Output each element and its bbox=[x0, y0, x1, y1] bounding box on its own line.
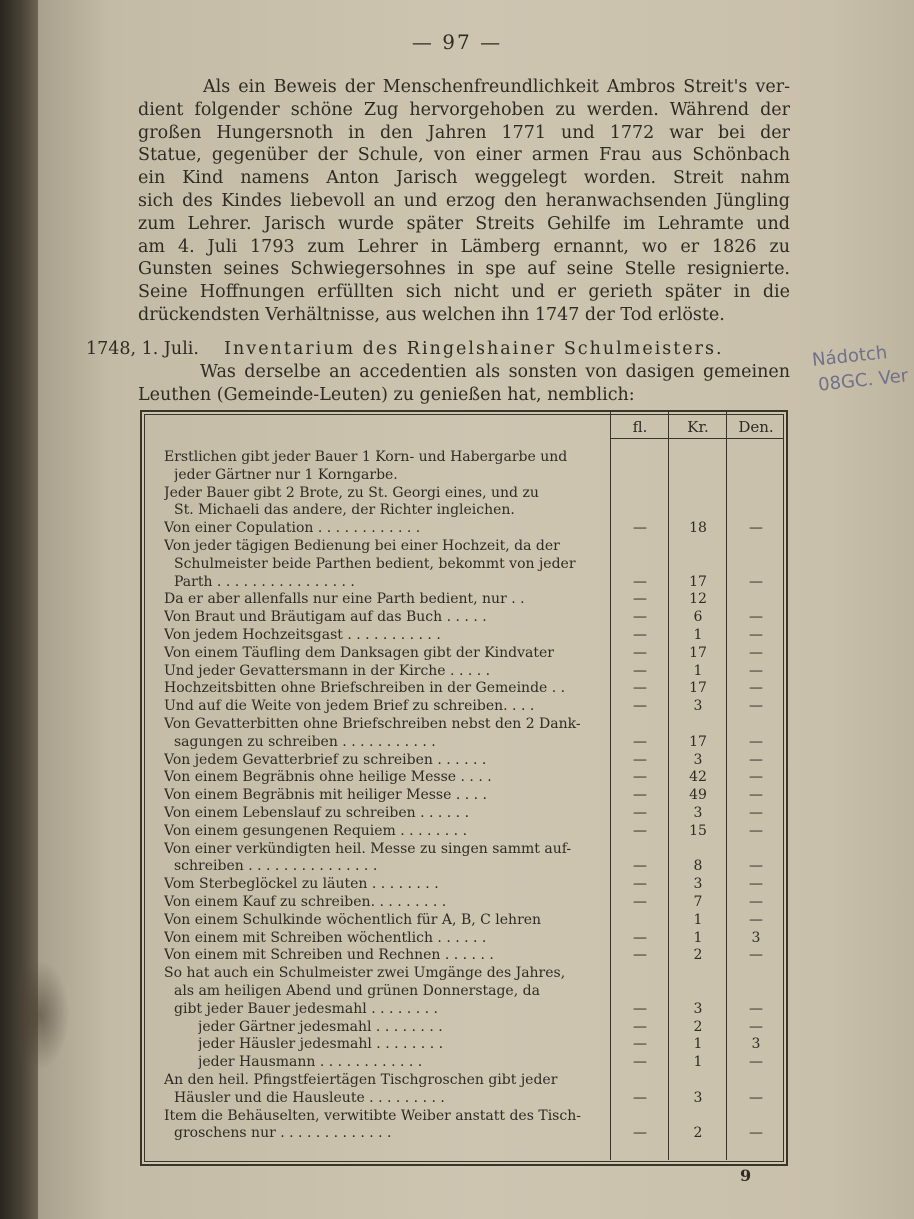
cell-kr: 1 bbox=[693, 1054, 703, 1071]
row-description: An den heil. Pfingstfeiertägen Tischgroschen gibt jeder bbox=[164, 1072, 558, 1088]
row-description: gibt jeder Bauer jedesmahl . . . . . . . . bbox=[174, 1000, 438, 1017]
row-description: Von einem Schulkinde wöchentlich für A, B, C lehren bbox=[164, 911, 542, 928]
cell-kr: 15 bbox=[689, 822, 707, 839]
table-row bbox=[0, 768, 914, 786]
row-description: Von einer Copulation . . . . . . . . . . . . bbox=[164, 520, 421, 537]
cell-kr: 2 bbox=[693, 1125, 703, 1142]
row-description: Von Gevatterbitten ohne Briefschreiben nebst den 2 Dank- bbox=[164, 716, 581, 732]
row-description: Und auf die Weite von jedem Brief zu schreiben. . . . bbox=[164, 698, 535, 715]
cell-fl: — bbox=[633, 698, 647, 715]
cell-fl: — bbox=[633, 520, 647, 537]
row-description: Von einem mit Schreiben und Rechnen . . . . . . bbox=[164, 947, 494, 964]
column-header-kr: Kr. bbox=[687, 418, 709, 436]
cell-kr: 3 bbox=[693, 751, 703, 768]
table-row bbox=[0, 1071, 914, 1089]
cell-kr: 2 bbox=[693, 947, 703, 964]
entry-date: 1748, 1. Juli. bbox=[86, 339, 199, 359]
cell-den: — bbox=[749, 662, 763, 679]
table-row bbox=[0, 697, 914, 715]
row-description: Von einem Begräbnis mit heiliger Messe . . . . bbox=[164, 787, 488, 804]
paragraph-line: Seine Hoffnungen erfüllten sich nicht und er gerieth später in die bbox=[138, 282, 790, 303]
table-row bbox=[0, 804, 914, 822]
cell-fl: — bbox=[633, 769, 647, 786]
table-row bbox=[0, 911, 914, 929]
cell-den: — bbox=[749, 520, 763, 537]
table-row bbox=[0, 733, 914, 751]
pencil-margin-note: 08GC. Ver bbox=[817, 365, 910, 396]
cell-den: — bbox=[749, 1125, 763, 1142]
cell-fl: — bbox=[633, 662, 647, 679]
cell-den: — bbox=[749, 769, 763, 786]
page-number: — 97 — bbox=[411, 30, 503, 54]
cell-den: — bbox=[749, 573, 763, 590]
paragraph-line: Gunsten seines Schwiegersohnes in spe auf seine Stelle resignierte. bbox=[138, 259, 790, 280]
cell-kr: 17 bbox=[689, 733, 707, 750]
cell-fl: — bbox=[633, 1125, 647, 1142]
table-row bbox=[0, 608, 914, 626]
paragraph-line: dient folgender schöne Zug hervorgehoben zu werden. Während der bbox=[138, 99, 790, 120]
table-row bbox=[0, 929, 914, 947]
table-row bbox=[0, 466, 914, 484]
cell-kr: 49 bbox=[689, 787, 707, 804]
cell-kr: 17 bbox=[689, 573, 707, 590]
table-row bbox=[0, 590, 914, 608]
row-description: Häusler und die Hausleute . . . . . . . . . bbox=[174, 1089, 445, 1106]
table-row bbox=[0, 964, 914, 982]
cell-fl: — bbox=[633, 627, 647, 643]
row-description: jeder Häusler jedesmahl . . . . . . . . bbox=[198, 1036, 444, 1053]
cell-fl: — bbox=[633, 733, 647, 750]
table-row bbox=[0, 537, 914, 555]
cell-kr: 12 bbox=[689, 591, 707, 608]
cell-den: — bbox=[749, 1054, 763, 1071]
cell-fl: — bbox=[633, 1089, 647, 1106]
entry-line-3: Leuthen (Gemeinde-Leuten) zu genießen hat, nemblich: bbox=[138, 385, 635, 405]
cell-fl: — bbox=[633, 894, 647, 910]
table-row bbox=[0, 857, 914, 875]
table-row bbox=[0, 555, 914, 573]
main-paragraph bbox=[138, 76, 790, 327]
row-description: schreiben . . . . . . . . . . . . . . . bbox=[174, 858, 378, 875]
cell-fl: — bbox=[633, 929, 647, 946]
cell-fl: — bbox=[633, 805, 647, 821]
cell-fl: — bbox=[633, 858, 647, 875]
cell-kr: 17 bbox=[689, 680, 707, 697]
paragraph-line: drückendsten Verhältnisse, aus welchen ihn 1747 der Tod erlöste. bbox=[138, 304, 725, 325]
table-row bbox=[0, 1053, 914, 1071]
cell-kr: 3 bbox=[693, 805, 703, 821]
row-description: So hat auch ein Schulmeister zwei Umgänge des Jahres, bbox=[164, 965, 566, 982]
table-row bbox=[0, 1018, 914, 1036]
row-description: Von jedem Gevatterbrief zu schreiben . . . . . . bbox=[164, 751, 487, 768]
signature-mark: 9 bbox=[740, 1166, 752, 1185]
table-row bbox=[0, 893, 914, 911]
row-description: Vom Sterbeglöckel zu läuten . . . . . . . . bbox=[164, 876, 439, 893]
cell-den: — bbox=[749, 751, 763, 768]
cell-kr: 3 bbox=[693, 698, 703, 715]
cell-kr: 1 bbox=[693, 929, 703, 946]
row-description: Item die Behäuselten, verwitibte Weiber anstatt des Tisch- bbox=[164, 1107, 581, 1124]
cell-den: — bbox=[749, 733, 763, 750]
cell-den: — bbox=[749, 787, 763, 804]
paragraph-line: ein Kind namens Anton Jarisch weggelegt worden. Streit nahm bbox=[138, 168, 790, 189]
cell-den: — bbox=[749, 627, 763, 643]
paragraph-line: Als ein Beweis der Menschenfreundlichkeit Ambros Streit's ver- bbox=[203, 77, 790, 97]
cell-kr: 3 bbox=[693, 876, 703, 893]
cell-kr: 1 bbox=[693, 662, 703, 679]
row-description: Jeder Bauer gibt 2 Brote, zu St. Georgi eines, und zu bbox=[164, 484, 539, 501]
paragraph-line: zum Lehrer. Jarisch wurde später Streits Gehilfe im Lehramte und bbox=[138, 213, 790, 234]
table-row bbox=[0, 501, 914, 519]
pencil-margin-note: Nádotch bbox=[811, 342, 889, 371]
cell-fl: — bbox=[633, 751, 647, 768]
table-row bbox=[0, 662, 914, 680]
row-description: jeder Gärtner nur 1 Korngarbe. bbox=[174, 466, 398, 483]
row-description: Hochzeitsbitten ohne Briefschreiben in der Gemeinde . . bbox=[164, 680, 566, 697]
cell-den: — bbox=[749, 805, 763, 821]
cell-kr: 6 bbox=[693, 609, 703, 626]
table-row bbox=[0, 484, 914, 502]
cell-fl: — bbox=[633, 609, 647, 626]
cell-kr: 3 bbox=[693, 1089, 703, 1106]
table-row bbox=[0, 822, 914, 840]
cell-kr: 42 bbox=[689, 769, 707, 786]
cell-kr: 18 bbox=[689, 520, 707, 537]
row-description: Von jedem Hochzeitsgast . . . . . . . . . . . bbox=[164, 627, 441, 643]
cell-den: — bbox=[749, 858, 763, 875]
cell-kr: 17 bbox=[689, 644, 707, 661]
table-row bbox=[0, 519, 914, 537]
cell-den: — bbox=[749, 911, 763, 928]
row-description: Erstlichen gibt jeder Bauer 1 Korn- und Habergarbe und bbox=[164, 449, 568, 465]
table-row bbox=[0, 840, 914, 858]
table-row bbox=[0, 1000, 914, 1018]
row-description: jeder Hausmann . . . . . . . . . . . . bbox=[198, 1054, 423, 1071]
cell-kr: 1 bbox=[693, 911, 703, 928]
cell-kr: 3 bbox=[693, 1000, 703, 1017]
table-row bbox=[0, 1124, 914, 1142]
row-description: Da er aber allenfalls nur eine Parth bedient, nur . . bbox=[164, 591, 525, 608]
row-description: Von einem Begräbnis ohne heilige Messe . . . . bbox=[164, 769, 492, 786]
row-description: St. Michaeli das andere, der Richter ingleichen. bbox=[174, 502, 515, 519]
cell-fl: — bbox=[633, 573, 647, 590]
row-description: Von einem Lebenslauf zu schreiben . . . . . . bbox=[164, 805, 470, 821]
cell-den: 3 bbox=[751, 929, 761, 946]
cell-kr: 1 bbox=[693, 627, 703, 643]
row-description: Von einem gesungenen Requiem . . . . . . . . bbox=[164, 822, 468, 839]
cell-fl: — bbox=[633, 1000, 647, 1017]
table-row bbox=[0, 644, 914, 662]
row-description: jeder Gärtner jedesmahl . . . . . . . . bbox=[198, 1018, 443, 1035]
table-row bbox=[0, 679, 914, 697]
cell-den: — bbox=[749, 1018, 763, 1035]
row-description: Von einem mit Schreiben wöchentlich . . . . . . bbox=[164, 929, 487, 946]
cell-den: — bbox=[749, 698, 763, 715]
cell-fl: — bbox=[633, 591, 647, 608]
cell-kr: 7 bbox=[693, 894, 703, 910]
cell-den: — bbox=[749, 1089, 763, 1106]
cell-fl: — bbox=[633, 787, 647, 804]
row-description: sagungen zu schreiben . . . . . . . . . . . bbox=[174, 733, 436, 750]
cell-den: — bbox=[749, 680, 763, 697]
paragraph-line: sich des Kindes liebevoll an und erzog den heranwachsenden Jüngling bbox=[138, 190, 790, 211]
table-row bbox=[0, 1107, 914, 1125]
table-row bbox=[0, 875, 914, 893]
row-description: Von jeder tägigen Bedienung bei einer Hochzeit, da der bbox=[164, 538, 560, 554]
cell-den: — bbox=[749, 609, 763, 626]
row-description: als am heiligen Abend und grünen Donnerstage, da bbox=[174, 983, 540, 999]
cell-fl: — bbox=[633, 1018, 647, 1035]
cell-den: — bbox=[749, 822, 763, 839]
row-description: Schulmeister beide Parthen bedient, bekommt von jeder bbox=[174, 555, 576, 572]
cell-fl: — bbox=[633, 680, 647, 697]
cell-kr: 8 bbox=[693, 858, 703, 875]
cell-fl: — bbox=[633, 1054, 647, 1071]
cell-den: — bbox=[749, 644, 763, 661]
row-description: Und jeder Gevattersmann in der Kirche . . . . . bbox=[164, 662, 491, 679]
column-header-den: Den. bbox=[738, 418, 774, 436]
row-description: Von einer verkündigten heil. Messe zu singen sammt auf- bbox=[164, 840, 572, 857]
cell-kr: 1 bbox=[693, 1036, 703, 1053]
entry-heading bbox=[86, 338, 790, 361]
table-row bbox=[0, 715, 914, 733]
table-row bbox=[0, 626, 914, 644]
paragraph-line: Statue, gegenüber der Schule, von einer armen Frau aus Schönbach bbox=[138, 145, 790, 166]
cell-fl: — bbox=[633, 822, 647, 839]
cell-fl: — bbox=[633, 644, 647, 661]
table-row bbox=[0, 751, 914, 769]
table-row bbox=[0, 1089, 914, 1107]
paragraph-line: großen Hungersnoth in den Jahren 1771 und 1772 war bei der bbox=[138, 122, 790, 143]
cell-fl: — bbox=[633, 876, 647, 893]
row-description: Von einem Kauf zu schreiben. . . . . . . . . bbox=[164, 894, 447, 910]
table-row bbox=[0, 946, 914, 964]
cell-den: — bbox=[749, 1000, 763, 1017]
entry-line-2: Was derselbe an accedentien als sonsten von dasigen gemeinen bbox=[200, 362, 790, 382]
cell-fl: — bbox=[633, 947, 647, 964]
row-description: groschens nur . . . . . . . . . . . . . bbox=[174, 1125, 392, 1142]
row-description: Parth . . . . . . . . . . . . . . . . bbox=[174, 573, 355, 590]
table-row bbox=[0, 573, 914, 591]
cell-den: — bbox=[749, 947, 763, 964]
cell-kr: 2 bbox=[693, 1018, 703, 1035]
table-row bbox=[0, 982, 914, 1000]
table-row bbox=[0, 786, 914, 804]
table-row bbox=[0, 448, 914, 466]
entry-title: Inventarium des Ringelshainer Schulmeisters. bbox=[224, 339, 724, 359]
cell-den: — bbox=[749, 876, 763, 893]
row-description: Von einem Täufling dem Danksagen gibt der Kindvater bbox=[164, 644, 554, 661]
cell-fl: — bbox=[633, 1036, 647, 1053]
table-row bbox=[0, 1035, 914, 1053]
cell-den: — bbox=[749, 894, 763, 910]
cell-den: 3 bbox=[751, 1036, 761, 1053]
row-description: Von Braut und Bräutigam auf das Buch . . . . . bbox=[164, 609, 487, 626]
paragraph-line: am 4. Juli 1793 zum Lehrer in Lämberg ernannt, wo er 1826 zu bbox=[138, 236, 790, 257]
column-header-fl: fl. bbox=[632, 418, 648, 436]
